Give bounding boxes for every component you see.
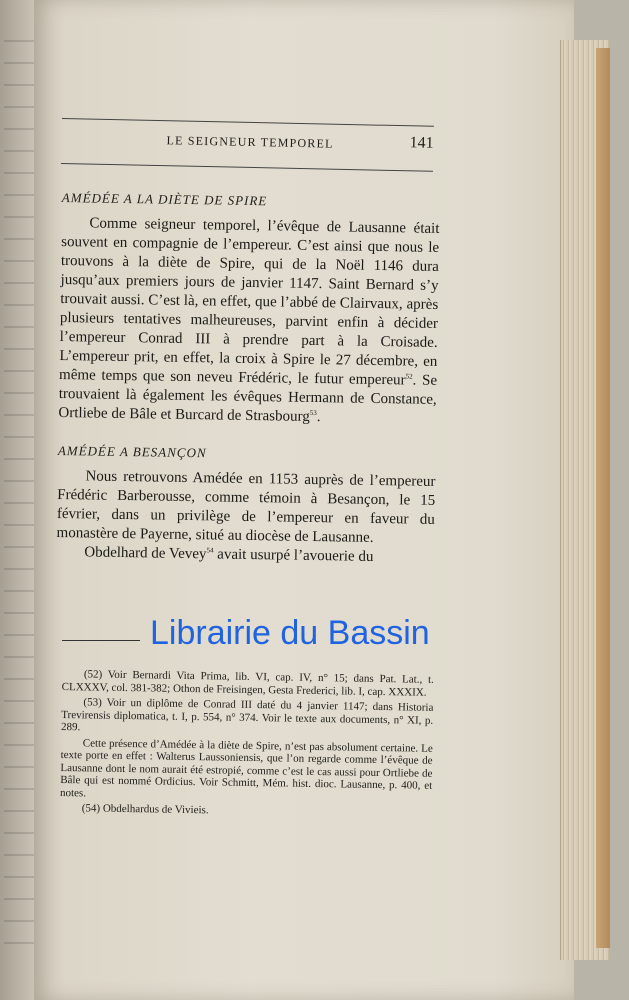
footnote-separator: [62, 640, 140, 641]
page-body: [56, 190, 440, 568]
section-heading-besancon: AMÉDÉE A BESANÇON: [57, 442, 207, 461]
section-heading-spire: AMÉDÉE A LA DIÈTE DE SPIRE: [61, 190, 268, 209]
paragraph-spire: [58, 214, 439, 429]
paragraph-besancon: Nous retrouvons Amédée en 1153 auprès de l’empereur Frédéric Barberousse, comme témoin à Besançon, le 15 février, dans un privilège de l’empereur en faveur du monastère de Payerne, situé au diocèse de Lausanne.: [56, 468, 436, 546]
footnote-53-continued: Cette présence d’Amédée à la diète de Spire, n’est pas absolument certaine. Le texte porte en effet : Walterus Laussoniensis, que l’on regarde comme l’évêque de Lausanne dont le nom aurait été estropié, comme c’est le cas aussi pour Ortliebe de Bâle qui est nommé Ordicius. Voir Schmitt, Mém. hist. dioc. Lausanne, p. 400, et notes.: [59, 736, 433, 799]
paragraph-spire-text-b: . Se trouvaient là également les évêques Hermann de Constance, Ortliebe de Bâle et Burcard de Strasbourg: [58, 372, 438, 425]
page-number: 141: [409, 134, 434, 152]
running-header: [61, 118, 434, 172]
bookseller-watermark: Librairie du Bassin: [150, 614, 430, 652]
footnote-52: (52) Voir Bernardi Vita Prima, lib. VI, cap. IV, n° 15; dans Pat. Lat., t. CLXXXV, col. 381-382; Othon de Freisingen, Gesta Frederici, lib. I, cap. XXXIX.: [61, 668, 434, 699]
footnote-ref-53: 53: [309, 408, 317, 418]
footnote-53: (53) Voir un diplôme de Conrad III daté du 4 janvier 1147; dans Historia Trevirensis diplomatica, t. I, p. 554, n° 374. Voir le texte aux documents, n° XI, p. 289.: [60, 696, 434, 734]
left-page-text-edge: [4, 40, 34, 960]
paragraph-obdelhard-text-b: avait usurpé l’avouerie du: [213, 546, 374, 565]
running-title: LE SEIGNEUR TEMPOREL: [166, 133, 334, 151]
footnote-54: (54) Obdelhardus de Vivieis.: [81, 802, 209, 817]
book-fore-edge: [596, 48, 610, 948]
paragraph-spire-text-end: .: [316, 409, 321, 426]
footnote-ref-54: 54: [206, 546, 214, 555]
paragraph-spire-text-a: Comme seigneur temporel, l’évêque de Lausanne était souvent en compagnie de l’empereur. C’est ainsi que nous le trouvons à la diète de Spire, qui de la Noël 1146 dura jusqu’aux premiers jours de janvier 1147. Saint Bernard s’y trouvait aussi. C’est là, en effet, que l’abbé de Clairvaux, après plusieurs tentatives malheureuses, parvint enfin à décider l’empereur Conrad III à prendre part à la Croisade. L’empereur prit, en effet, la croix à Spire le 27 décembre, en même temps que son neveu Frédéric, le futur empereur: [58, 215, 440, 389]
footnotes: [60, 668, 434, 823]
footnote-ref-52: 52: [405, 372, 413, 381]
paragraph-obdelhard-text-a: Obdelhard de Vevey: [84, 544, 207, 563]
